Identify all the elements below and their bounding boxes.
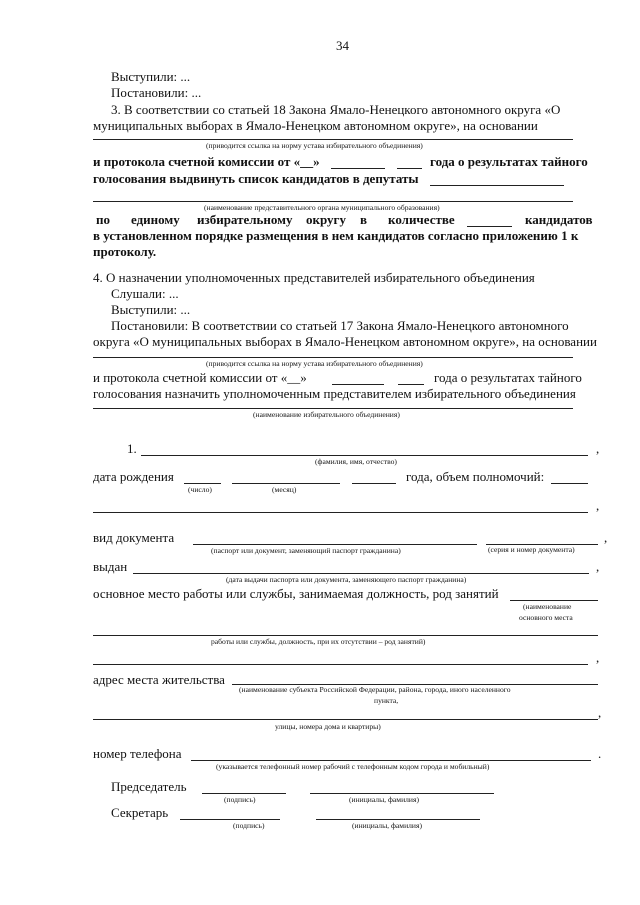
work-caption-3: работы или службы, должность, при их отсутствии – род занятий) (211, 637, 426, 646)
norm-caption: (приводится ссылка на норму устава избирательного объединения) (206, 141, 423, 150)
phone-field[interactable] (191, 760, 591, 761)
work-field-line-2[interactable] (93, 635, 598, 636)
powers-field[interactable] (551, 483, 588, 484)
page-number: 34 (336, 38, 349, 53)
item3-text-line-1: 3. В соответствии со статьей 18 Закона Ямало-Ненецкого автономного округа «О (111, 102, 561, 117)
issued-label: выдан (93, 559, 128, 574)
issued-caption: (дата выдачи паспорта или документа, заменяющего паспорт гражданина) (226, 575, 467, 584)
district-word-6: количестве (388, 212, 455, 227)
address-caption-1: (наименование субъекта Российской Федерации, района, города, иного населенного (239, 685, 511, 694)
work-field-line-3[interactable] (93, 664, 588, 665)
item4-appoint-text: голосования назначить уполномоченным представителем избирательного объединения (93, 386, 576, 401)
work-comma: , (596, 650, 600, 665)
issued-field[interactable] (133, 573, 589, 574)
month-caption: (месяц) (272, 485, 297, 494)
nominate-text: голосования выдвинуть список кандидатов в депутаты (93, 171, 419, 186)
item4-spoke: Выступили: ... (111, 302, 191, 317)
full-name-field[interactable] (141, 455, 588, 456)
work-field[interactable] (510, 600, 598, 601)
item4-protocol-month-blank (332, 384, 384, 385)
powers-comma: , (596, 498, 600, 513)
chair-initials-caption: (инициалы, фамилия) (349, 795, 420, 804)
address-caption-2: пункта, (374, 696, 399, 705)
protocol-year-text: года о результатах тайного (430, 154, 588, 169)
item4-resolved-line-2: округа «О муниципальных выборах в Ямало-Ненецком автономном округе», на основании (93, 334, 597, 349)
resolved-line: Постановили: ... (111, 85, 202, 100)
document-type-field[interactable] (193, 544, 477, 545)
item4-norm-caption: (приводится ссылка на норму устава избирательного объединения) (206, 359, 423, 368)
item4-norm-blank (93, 357, 573, 358)
street-field[interactable] (93, 719, 598, 720)
work-label: основное место работы или службы, занимаемая должность, род занятий (93, 586, 499, 601)
organ-blank-line (93, 201, 573, 202)
item4-protocol-text: и протокола счетной комиссии от «__» (93, 370, 307, 385)
order-text: в установленном порядке размещения в нем кандидатов согласно приложению 1 к (93, 228, 579, 243)
phone-label: номер телефона (93, 746, 182, 761)
chair-signature-caption: (подпись) (224, 795, 256, 804)
order-text-end: протоколу. (93, 244, 157, 259)
full-name-comma: , (596, 441, 600, 456)
full-name-caption: (фамилия, имя, отчество) (315, 457, 397, 466)
birth-year-label: года, объем полномочий: (406, 469, 545, 484)
document-type-caption: (паспорт или документ, заменяющий паспорт гражданина) (211, 546, 401, 555)
document-number-caption: (серия и номер документа) (488, 545, 575, 554)
item4-heard: Слушали: ... (111, 286, 179, 301)
district-word-1: по (96, 212, 110, 227)
chair-initials-field[interactable] (310, 793, 494, 794)
item4-protocol-year-blank (398, 384, 424, 385)
work-caption-2: основного места (519, 613, 573, 622)
item3-text-line-2: муниципальных выборах в Ямало-Ненецком автономном округе», на основании (93, 118, 538, 133)
phone-caption: (указывается телефонный номер рабочий с телефонным кодом города и мобильный) (216, 762, 490, 771)
district-word-3: избирательному (197, 212, 293, 227)
birth-day-field[interactable] (184, 483, 221, 484)
issued-comma: , (596, 559, 600, 574)
item4-resolved-line-1: Постановили: В соответствии со статьей 17 Закона Ямало-Ненецкого автономного (111, 318, 569, 333)
document-type-label: вид документа (93, 530, 175, 545)
chair-label: Председатель (111, 779, 187, 794)
party-caption: (наименование избирательного объединения) (253, 410, 400, 419)
street-comma: , (598, 705, 602, 720)
work-caption-1: (наименование (523, 602, 572, 611)
organ-caption: (наименование представительного органа муниципального образования) (204, 203, 440, 212)
birth-month-field[interactable] (232, 483, 340, 484)
chair-signature-field[interactable] (202, 793, 286, 794)
street-caption: улицы, номера дома и квартиры) (275, 722, 381, 731)
address-label: адрес места жительства (93, 672, 225, 687)
phone-end: . (598, 746, 602, 761)
item4-title: 4. О назначении уполномоченных представителей избирательного объединения (93, 270, 535, 285)
powers-field-line-2[interactable] (93, 512, 588, 513)
spoke-line: Выступили: ... (111, 69, 191, 84)
secretary-initials-caption: (инициалы, фамилия) (352, 821, 423, 830)
candidates-count-blank (467, 226, 512, 227)
birth-year-field[interactable] (352, 483, 396, 484)
protocol-text: и протокола счетной комиссии от «__» (93, 154, 320, 169)
party-blank-line (93, 408, 573, 409)
secretary-label: Секретарь (111, 805, 169, 820)
representative-number: 1. (127, 441, 137, 456)
district-word-4: округу (306, 212, 346, 227)
item4-protocol-year-text: года о результатах тайного (434, 370, 582, 385)
day-caption: (число) (188, 485, 212, 494)
secretary-signature-field[interactable] (180, 819, 280, 820)
secretary-signature-caption: (подпись) (233, 821, 265, 830)
protocol-month-blank (331, 168, 385, 169)
district-word-5: в (360, 212, 368, 227)
deputies-blank (430, 185, 564, 186)
document-comma: , (604, 530, 608, 545)
protocol-year-blank (397, 168, 422, 169)
norm-blank-line (93, 139, 573, 140)
secretary-initials-field[interactable] (316, 819, 480, 820)
district-word-2: единому (131, 212, 180, 227)
district-word-7: кандидатов (525, 212, 593, 227)
birth-date-label: дата рождения (93, 469, 174, 484)
